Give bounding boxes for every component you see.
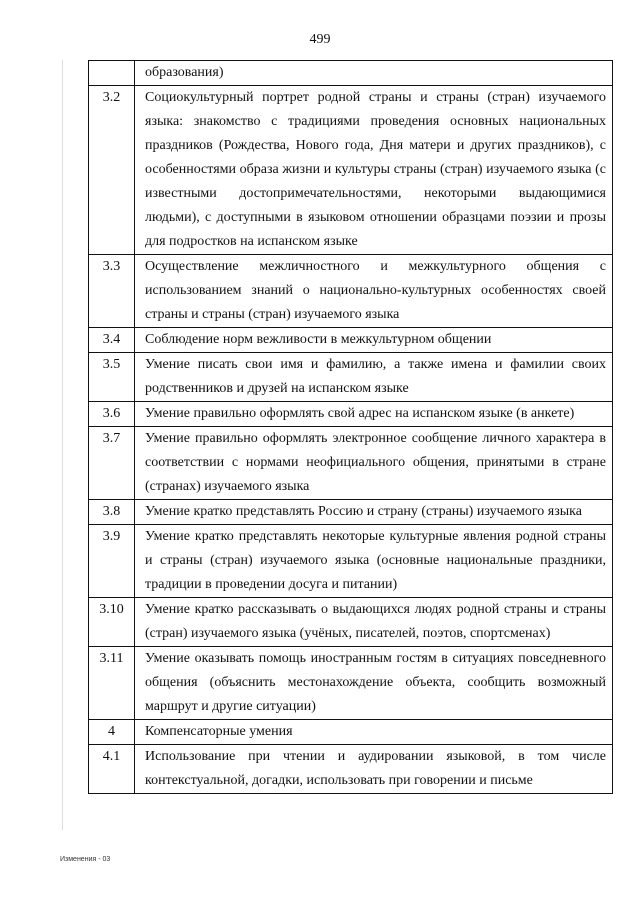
row-text: Умение правильно оформлять электронное сообщение личного характера в соответствии с нормами неофициального общения, принятыми в стране (странах) изучаемого языка <box>135 427 613 500</box>
row-number: 3.10 <box>89 598 135 647</box>
row-text: Умение писать свои имя и фамилию, а также имена и фамилии своих родственников и друзей на испанском языке <box>135 353 613 402</box>
row-text: Умение кратко представлять Россию и страну (страны) изучаемого языка <box>135 500 613 525</box>
row-text: Соблюдение норм вежливости в межкультурном общении <box>135 328 613 353</box>
row-text: Умение кратко представлять некоторые культурные явления родной страны и страны (стран) изучаемого языка (основные национальные праздники, традиции в проведении досуга и питании) <box>135 525 613 598</box>
row-text: Социокультурный портрет родной страны и страны (стран) изучаемого языка: знакомство с традициями проведения основных национальных праздников (Рождества, Нового года, Дня матери и других праздников), с особенностями образа жизни и культуры страны (стран) изучаемого языка (с известными достопримечательностями, некоторыми выдающимися людьми), с доступными в языковом отношении образцами поэзии и прозы для подростков на испанском языке <box>135 86 613 255</box>
row-number: 3.8 <box>89 500 135 525</box>
content-table <box>88 60 613 794</box>
row-text: Умение кратко рассказывать о выдающихся людях родной страны и страны (стран) изучаемого языка (учёных, писателей, поэтов, спортсменах) <box>135 598 613 647</box>
table-row <box>89 720 613 745</box>
table-row <box>89 353 613 402</box>
table-row <box>89 427 613 500</box>
table-row <box>89 86 613 255</box>
row-number: 3.3 <box>89 255 135 328</box>
row-number: 3.9 <box>89 525 135 598</box>
row-number: 3.6 <box>89 402 135 427</box>
row-number: 4.1 <box>89 745 135 794</box>
page-edge-line <box>62 60 63 830</box>
table-row <box>89 525 613 598</box>
table-row <box>89 500 613 525</box>
table-row <box>89 598 613 647</box>
row-text: Компенсаторные умения <box>135 720 613 745</box>
row-number: 3.11 <box>89 647 135 720</box>
page-number: 499 <box>309 32 331 47</box>
row-number <box>89 61 135 86</box>
row-text: образования) <box>135 61 613 86</box>
row-text: Осуществление межличностного и межкультурного общения с использованием знаний о национально-культурных особенностях своей страны и страны (стран) изучаемого языка <box>135 255 613 328</box>
table-row <box>89 61 613 86</box>
row-text: Умение правильно оформлять свой адрес на испанском языке (в анкете) <box>135 402 613 427</box>
table-row <box>89 328 613 353</box>
table-row <box>89 647 613 720</box>
row-number: 3.2 <box>89 86 135 255</box>
table-row <box>89 255 613 328</box>
row-text: Умение оказывать помощь иностранным гостям в ситуациях повседневного общения (объяснить местонахождение объекта, сообщить возможный маршрут и другие ситуации) <box>135 647 613 720</box>
row-number: 3.7 <box>89 427 135 500</box>
table-row <box>89 745 613 794</box>
footer-revision-note: Изменения - 03 <box>60 856 111 863</box>
row-number: 3.4 <box>89 328 135 353</box>
row-number: 3.5 <box>89 353 135 402</box>
row-number: 4 <box>89 720 135 745</box>
table-row <box>89 402 613 427</box>
table-body <box>89 61 613 794</box>
row-text: Использование при чтении и аудировании языковой, в том числе контекстуальной, догадки, использовать при говорении и письме <box>135 745 613 794</box>
